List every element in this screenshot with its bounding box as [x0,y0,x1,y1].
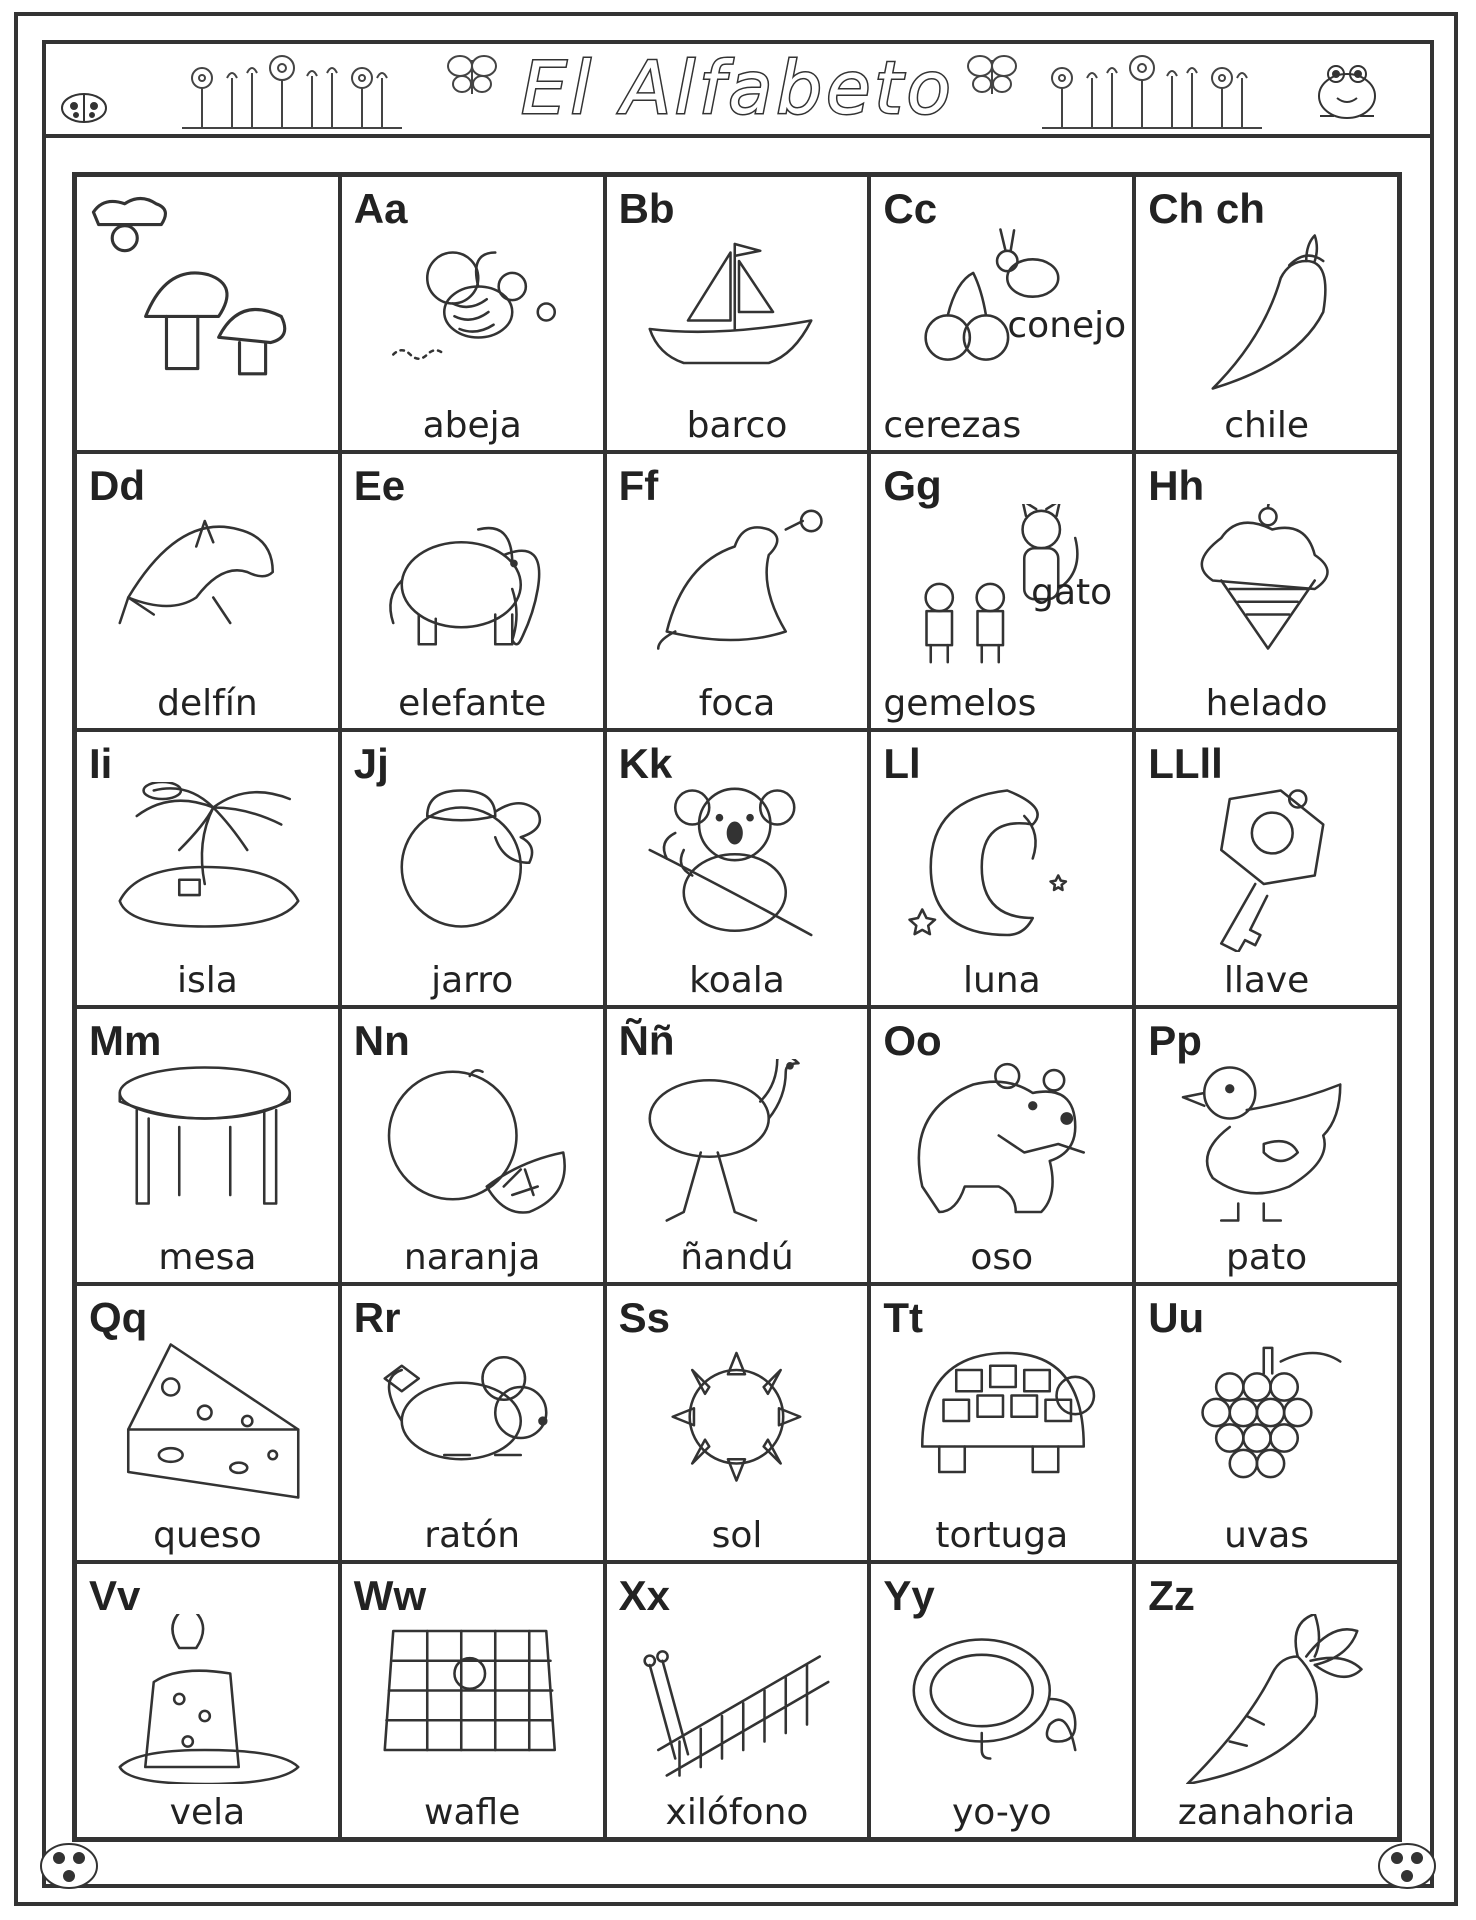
bee-icon [362,227,586,397]
card-letter: LLll [1148,739,1223,787]
card-word: zanahoria [1177,1792,1356,1833]
card-word: sol [711,1514,763,1556]
alphabet-card-xx [605,1562,870,1839]
chili-icon [1156,227,1380,397]
card-word-secondary: conejo [1007,305,1127,346]
card-word: chile [1224,405,1309,447]
alphabet-grid [72,172,1402,1842]
duck-icon [1156,1059,1380,1229]
alphabet-card-dd [75,452,340,729]
key-icon [1156,782,1380,952]
mouse-icon [362,1336,586,1506]
card-word: mesa [158,1237,257,1279]
card-letter: Oo [883,1017,942,1064]
card-letter: Ff [618,462,659,510]
alphabet-card-decoration [75,175,340,452]
header-banner [42,40,1434,138]
grapes-icon [1156,1336,1380,1506]
alphabet-card-ññ [605,1007,870,1284]
card-word: ratón [424,1514,521,1556]
waffle-icon [362,1614,586,1784]
card-letter: Ii [89,739,113,787]
turtle-icon [891,1336,1115,1506]
alphabet-card-uu [1134,1284,1399,1561]
card-letter: Ww [353,1571,427,1619]
card-letter: Hh [1148,462,1205,510]
card-word: tortuga [935,1514,1069,1556]
alphabet-card-ff [605,452,870,729]
ladybug-bottom-right-icon [1372,1836,1442,1892]
card-word: koala [689,960,785,1001]
alphabet-card-ch-ch [1134,175,1399,452]
card-letter: Kk [618,739,673,787]
alphabet-card-qq [75,1284,340,1561]
card-word: abeja [422,405,522,447]
alphabet-card-llll [1134,730,1399,1007]
alphabet-card-ll [869,730,1134,1007]
card-letter: Cc [883,185,938,232]
alphabet-card-yy [869,1562,1134,1839]
koala-icon [627,782,851,952]
card-letter: Xx [618,1571,670,1619]
card-word: yo-yo [951,1792,1052,1833]
seal-icon [627,504,851,674]
card-word: isla [176,960,238,1001]
alphabet-card-bb [605,175,870,452]
card-letter: Ee [353,462,406,510]
card-letter: Zz [1148,1571,1195,1619]
alphabet-card-ee [340,452,605,729]
page-title: El Alfabeto [521,46,955,130]
jar-icon [362,782,586,952]
card-letter: Dd [89,462,145,510]
card-word: naranja [403,1237,541,1279]
bear-icon [891,1059,1115,1229]
card-letter: Gg [883,462,942,510]
alphabet-card-ii [75,730,340,1007]
alphabet-card-zz [1134,1562,1399,1839]
card-letter: Aa [353,185,408,232]
moon-icon [891,782,1115,952]
alphabet-card-ww [340,1562,605,1839]
alphabet-card-hh [1134,452,1399,729]
flowers-right-icon [1032,48,1272,134]
yoyo-icon [891,1614,1115,1784]
boat-icon [627,227,851,397]
card-letter: Tt [883,1294,924,1342]
alphabet-card-oo [869,1007,1134,1284]
card-word-secondary: gato [1031,572,1113,614]
card-letter: Ññ [618,1017,675,1064]
card-word: ñandú [680,1237,794,1279]
card-letter: Pp [1148,1017,1202,1064]
card-word: gemelos [883,682,1037,724]
alphabet-card-ss [605,1284,870,1561]
butterfly-right-icon [962,50,1022,100]
table-icon [97,1059,321,1229]
dolphin-icon [97,504,321,674]
card-letter: Rr [353,1294,401,1342]
card-letter: Ll [883,739,921,787]
card-word: oso [970,1237,1034,1279]
ladybug-bottom-left-icon [34,1836,104,1892]
cheese-icon [97,1336,321,1506]
card-letter: Jj [353,739,389,787]
candle-icon [97,1614,321,1784]
card-word: pato [1226,1237,1308,1279]
card-word: jarro [431,960,514,1001]
card-word: llave [1223,960,1310,1001]
card-word: foca [698,682,776,724]
alphabet-card-cc [869,175,1134,452]
card-word: barco [686,405,788,447]
alphabet-card-rr [340,1284,605,1561]
card-word: xilófono [665,1792,809,1833]
card-word: uvas [1224,1514,1310,1556]
card-letter: Uu [1148,1294,1205,1342]
card-word: elefante [398,682,547,724]
card-word: wafle [424,1792,521,1833]
alphabet-card-aa [340,175,605,452]
card-letter: Yy [883,1571,935,1619]
alphabet-card-mm [75,1007,340,1284]
xylophone-icon [627,1614,851,1784]
mushrooms-icon [83,181,323,431]
island-icon [97,782,321,952]
ice-cream-icon [1156,504,1380,674]
orange-icon [362,1059,586,1229]
carrot-icon [1156,1614,1380,1784]
card-word: vela [169,1792,246,1833]
card-word: queso [153,1514,262,1556]
card-letter: Mm [89,1017,162,1064]
card-letter: Nn [353,1017,410,1064]
card-letter: Vv [89,1571,141,1619]
alphabet-card-nn [340,1007,605,1284]
card-letter: Qq [89,1294,148,1342]
frog-header-icon [1302,56,1402,126]
alphabet-card-gg [869,452,1134,729]
alphabet-card-pp [1134,1007,1399,1284]
card-word: luna [962,960,1041,1001]
alphabet-card-vv [75,1562,340,1839]
card-letter: Bb [618,185,675,232]
alphabet-card-tt [869,1284,1134,1561]
card-letter: Ss [618,1294,670,1342]
card-word: helado [1205,682,1328,724]
card-letter: Ch ch [1148,185,1265,232]
elephant-icon [362,504,586,674]
rhea-icon [627,1059,851,1229]
ladybug-header-icon [54,86,114,126]
card-word: delfín [157,682,258,724]
sun-icon [627,1336,851,1506]
card-word: cerezas [883,405,1022,447]
alphabet-card-kk [605,730,870,1007]
alphabet-card-jj [340,730,605,1007]
